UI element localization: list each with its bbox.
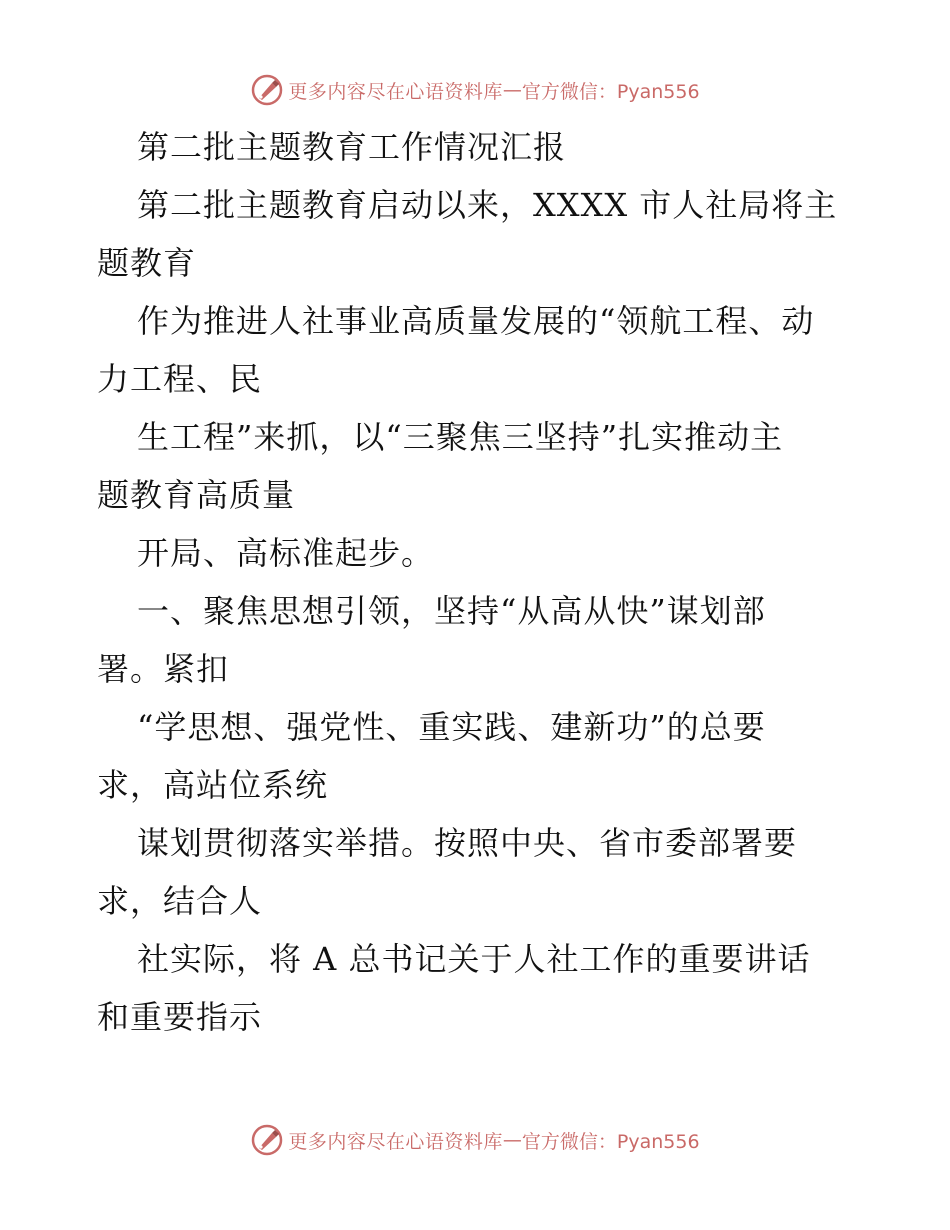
document-line: 署。紧扣 [97, 650, 230, 688]
watermark-wechat: 官方微信：Pyan556 [521, 80, 700, 103]
watermark-text: 更多内容尽在心语资料库 [288, 1130, 503, 1153]
document-line: 第二批主题教育启动以来，XXXX 市人社局将主 [137, 186, 838, 224]
pen-nib-logo-icon [250, 1123, 284, 1157]
document-line: 题教育高质量 [97, 476, 296, 514]
watermark-separator: — [502, 1129, 522, 1151]
document-line: 生工程”来抓，以“三聚焦三坚持”扎实推动主 [137, 418, 784, 456]
footer-watermark [0, 1120, 950, 1160]
pen-nib-logo-icon [250, 73, 284, 107]
document-line: 开局、高标准起步。 [137, 534, 435, 572]
document-line: 第二批主题教育工作情况汇报 [137, 128, 567, 166]
document-line: 社实际，将 A 总书记关于人社工作的重要讲话 [137, 940, 811, 978]
document-line: 求，结合人 [97, 882, 263, 920]
document-line: 和重要指示 [97, 998, 263, 1036]
document-line: 求，高站位系统 [97, 766, 329, 804]
watermark-text: 更多内容尽在心语资料库 [288, 80, 503, 103]
document-line: 力工程、民 [97, 360, 263, 398]
document-line: “学思想、强党性、重实践、建新功”的总要 [137, 708, 766, 746]
document-line: 作为推进人社事业高质量发展的“领航工程、动 [137, 302, 815, 340]
header-watermark [0, 70, 950, 110]
document-body [97, 118, 857, 1046]
document-line: 一、聚焦思想引领，坚持“从高从快”谋划部 [137, 592, 766, 630]
watermark-separator: — [502, 79, 522, 101]
document-line: 谋划贯彻落实举措。按照中央、省市委部署要 [137, 824, 798, 862]
watermark-wechat: 官方微信：Pyan556 [521, 1130, 700, 1153]
document-line: 题教育 [97, 244, 197, 282]
